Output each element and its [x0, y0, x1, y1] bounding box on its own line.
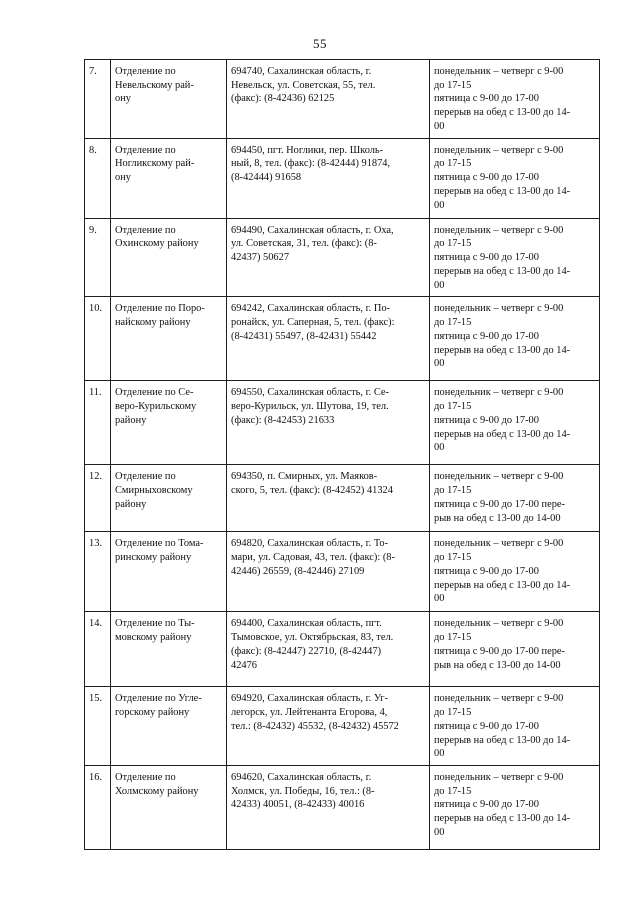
working-hours-line: перерыв на обед с 13-00 до 14-: [434, 428, 571, 440]
offices-table: [84, 59, 600, 850]
address-phone-line: ронайск, ул. Саперная, 5, тел. (факс):: [231, 317, 395, 329]
row-number: 8.: [85, 138, 111, 218]
department-name-line: Отделение по Се-: [115, 387, 194, 399]
address-phone-line: 694450, пгт. Ноглики, пер. Школь-: [231, 144, 384, 156]
row-number: 16.: [85, 766, 111, 850]
department-name-cell: [111, 218, 227, 297]
department-name-line: Отделение по: [115, 224, 176, 236]
address-phone-cell: [227, 465, 430, 532]
table-row: [85, 465, 600, 532]
working-hours-line: понедельник – четверг с 9-00: [434, 224, 564, 236]
table-row: [85, 766, 600, 850]
address-phone-line: (8-42431) 55497, (8-42431) 55442: [231, 330, 377, 342]
department-name-cell: [111, 297, 227, 381]
department-name-line: Отделение по: [115, 66, 176, 77]
address-phone-line: 694820, Сахалинская область, г. То-: [231, 538, 389, 550]
department-name-line: району: [115, 414, 147, 426]
row-number: 13.: [85, 532, 111, 612]
address-phone-cell: [227, 612, 430, 687]
working-hours-line: до 17-15: [434, 785, 472, 797]
address-phone-line: (факс): (8-42436) 62125: [231, 93, 335, 105]
address-phone-line: Холмск, ул. Победы, 16, тел.: (8-: [231, 785, 375, 797]
working-hours-cell: [430, 532, 600, 612]
department-name-line: веро-Курильскому: [115, 401, 197, 413]
working-hours-cell: [430, 465, 600, 532]
working-hours-line: 00: [434, 199, 445, 211]
address-phone-line: (факс): (8-42447) 22710, (8-42447): [231, 645, 382, 657]
address-phone-line: веро-Курильск, ул. Шутова, 19, тел.: [231, 401, 389, 413]
address-phone-line: 42476: [231, 659, 257, 671]
address-phone-line: мари, ул. Садовая, 43, тел. (факс): (8-: [231, 552, 395, 564]
address-phone-line: 694920, Сахалинская область, г. Уг-: [231, 693, 389, 705]
table-row: [85, 138, 600, 218]
address-phone-line: 694620, Сахалинская область, г.: [231, 772, 372, 784]
working-hours-line: до 17-15: [434, 158, 472, 170]
address-phone-line: Тымовское, ул. Октябрьская, 83, тел.: [231, 632, 394, 644]
address-phone-line: 694550, Сахалинская область, г. Се-: [231, 387, 389, 399]
working-hours-line: понедельник – четверг с 9-00: [434, 303, 564, 315]
address-phone-cell: [227, 138, 430, 218]
address-phone-line: 694242, Сахалинская область, г. По-: [231, 303, 391, 315]
working-hours-line: пятница с 9-00 до 17-00: [434, 330, 539, 342]
department-name-cell: [111, 138, 227, 218]
address-phone-line: легорск, ул. Лейтенанта Егорова, 4,: [231, 707, 388, 719]
department-name-line: Отделение по Ты-: [115, 618, 195, 630]
working-hours-line: 00: [434, 442, 445, 454]
address-phone-line: тел.: (8-42432) 45532, (8-42432) 45572: [231, 720, 399, 732]
address-phone-line: ный, 8, тел. (факс): (8-42444) 91874,: [231, 158, 391, 170]
working-hours-line: пятница с 9-00 до 17-00: [434, 93, 539, 105]
address-phone-cell: [227, 381, 430, 465]
working-hours-line: до 17-15: [434, 632, 472, 644]
working-hours-cell: [430, 612, 600, 687]
working-hours-line: понедельник – четверг с 9-00: [434, 144, 564, 156]
department-name-line: Отделение по: [115, 772, 176, 784]
working-hours-line: пятница с 9-00 до 17-00: [434, 172, 539, 184]
address-phone-line: 42437) 50627: [231, 252, 290, 264]
table-row: [85, 532, 600, 612]
working-hours-cell: [430, 381, 600, 465]
department-name-line: Отделение по: [115, 471, 176, 483]
row-number: 11.: [85, 381, 111, 465]
department-name-line: найскому району: [115, 317, 191, 329]
working-hours-line: пятница с 9-00 до 17-00 пере-: [434, 645, 565, 657]
department-name-line: Охинскому району: [115, 238, 199, 250]
table-row: [85, 297, 600, 381]
working-hours-line: до 17-15: [434, 238, 472, 250]
department-name-cell: [111, 612, 227, 687]
working-hours-cell: [430, 766, 600, 850]
department-name-line: ону: [115, 172, 131, 184]
working-hours-line: перерыв на обед с 13-00 до 14-: [434, 344, 571, 356]
address-phone-line: 42446) 26559, (8-42446) 27109: [231, 565, 365, 577]
working-hours-line: понедельник – четверг с 9-00: [434, 387, 564, 399]
working-hours-line: понедельник – четверг с 9-00: [434, 772, 564, 784]
working-hours-line: пятница с 9-00 до 17-00: [434, 565, 539, 577]
department-name-line: Отделение по Угле-: [115, 693, 202, 705]
working-hours-line: понедельник – четверг с 9-00: [434, 471, 564, 483]
department-name-line: Отделение по: [115, 144, 176, 156]
working-hours-line: понедельник – четверг с 9-00: [434, 618, 564, 630]
table-row: [85, 218, 600, 297]
address-phone-line: ского, 5, тел. (факс): (8-42452) 41324: [231, 485, 393, 497]
page-number: 55: [313, 36, 327, 51]
working-hours-line: 00: [434, 120, 445, 132]
address-phone-line: (8-42444) 91658: [231, 172, 302, 184]
department-name-cell: [111, 766, 227, 850]
address-phone-cell: [227, 687, 430, 766]
row-number: 15.: [85, 687, 111, 766]
working-hours-cell: [430, 138, 600, 218]
department-name-line: Ногликскому рай-: [115, 158, 195, 170]
address-phone-line: 694400, Сахалинская область, пгт.: [231, 618, 382, 630]
working-hours-line: до 17-15: [434, 552, 472, 564]
department-name-line: ону: [115, 93, 131, 105]
address-phone-line: (факс): (8-42453) 21633: [231, 414, 335, 426]
address-phone-cell: [227, 297, 430, 381]
working-hours-line: пятница с 9-00 до 17-00: [434, 720, 539, 732]
working-hours-line: перерыв на обед с 13-00 до 14-: [434, 107, 571, 119]
working-hours-line: 00: [434, 826, 445, 838]
working-hours-line: пятница с 9-00 до 17-00: [434, 799, 539, 811]
department-name-cell: [111, 532, 227, 612]
address-phone-cell: [227, 532, 430, 612]
working-hours-line: 00: [434, 748, 445, 760]
row-number: 7.: [85, 60, 111, 139]
address-phone-line: Невельск, ул. Советская, 55, тел.: [231, 79, 376, 91]
working-hours-line: понедельник – четверг с 9-00: [434, 693, 564, 705]
working-hours-line: 00: [434, 279, 445, 291]
department-name-cell: [111, 60, 227, 139]
row-number: 9.: [85, 218, 111, 297]
working-hours-line: до 17-15: [434, 401, 472, 413]
table-row: [85, 381, 600, 465]
working-hours-line: до 17-15: [434, 707, 472, 719]
working-hours-line: перерыв на обед с 13-00 до 14-: [434, 813, 571, 825]
department-name-line: Невельскому рай-: [115, 79, 194, 91]
department-name-line: мовскому району: [115, 632, 192, 644]
department-name-line: Отделение по Поро-: [115, 303, 205, 315]
working-hours-cell: [430, 687, 600, 766]
working-hours-line: понедельник – четверг с 9-00: [434, 66, 564, 77]
address-phone-cell: [227, 766, 430, 850]
address-phone-cell: [227, 60, 430, 139]
address-phone-line: 694740, Сахалинская область, г.: [231, 66, 372, 77]
address-phone-line: 42433) 40051, (8-42433) 40016: [231, 799, 365, 811]
working-hours-line: 00: [434, 593, 445, 605]
department-name-line: Холмскому району: [115, 785, 199, 797]
table-row: [85, 687, 600, 766]
working-hours-line: рыв на обед с 13-00 до 14-00: [434, 512, 561, 524]
offices-table-body: [85, 60, 600, 850]
address-phone-line: 694490, Сахалинская область, г. Оха,: [231, 224, 394, 236]
department-name-line: Отделение по Тома-: [115, 538, 204, 550]
table-row: [85, 612, 600, 687]
row-number: 14.: [85, 612, 111, 687]
address-phone-line: 694350, п. Смирных, ул. Маяков-: [231, 471, 378, 483]
working-hours-line: рыв на обед с 13-00 до 14-00: [434, 659, 561, 671]
working-hours-cell: [430, 297, 600, 381]
table-row: [85, 60, 600, 139]
working-hours-cell: [430, 60, 600, 139]
working-hours-line: понедельник – четверг с 9-00: [434, 538, 564, 550]
row-number: 10.: [85, 297, 111, 381]
address-phone-line: ул. Советская, 31, тел. (факс): (8-: [231, 238, 377, 250]
working-hours-line: до 17-15: [434, 317, 472, 329]
offices-table-wrapper: [84, 59, 599, 850]
working-hours-line: пятница с 9-00 до 17-00: [434, 414, 539, 426]
department-name-line: горскому району: [115, 707, 190, 719]
department-name-line: району: [115, 498, 147, 510]
row-number: 12.: [85, 465, 111, 532]
working-hours-cell: [430, 218, 600, 297]
working-hours-line: пятница с 9-00 до 17-00 пере-: [434, 498, 565, 510]
department-name-cell: [111, 687, 227, 766]
department-name-cell: [111, 381, 227, 465]
working-hours-line: перерыв на обед с 13-00 до 14-: [434, 579, 571, 591]
working-hours-line: перерыв на обед с 13-00 до 14-: [434, 265, 571, 277]
working-hours-line: 00: [434, 358, 445, 370]
address-phone-cell: [227, 218, 430, 297]
department-name-cell: [111, 465, 227, 532]
working-hours-line: до 17-15: [434, 79, 472, 91]
department-name-line: ринскому району: [115, 552, 192, 564]
working-hours-line: до 17-15: [434, 485, 472, 497]
department-name-line: Смирныховскому: [115, 485, 193, 497]
working-hours-line: перерыв на обед с 13-00 до 14-: [434, 185, 571, 197]
working-hours-line: пятница с 9-00 до 17-00: [434, 252, 539, 264]
working-hours-line: перерыв на обед с 13-00 до 14-: [434, 734, 571, 746]
